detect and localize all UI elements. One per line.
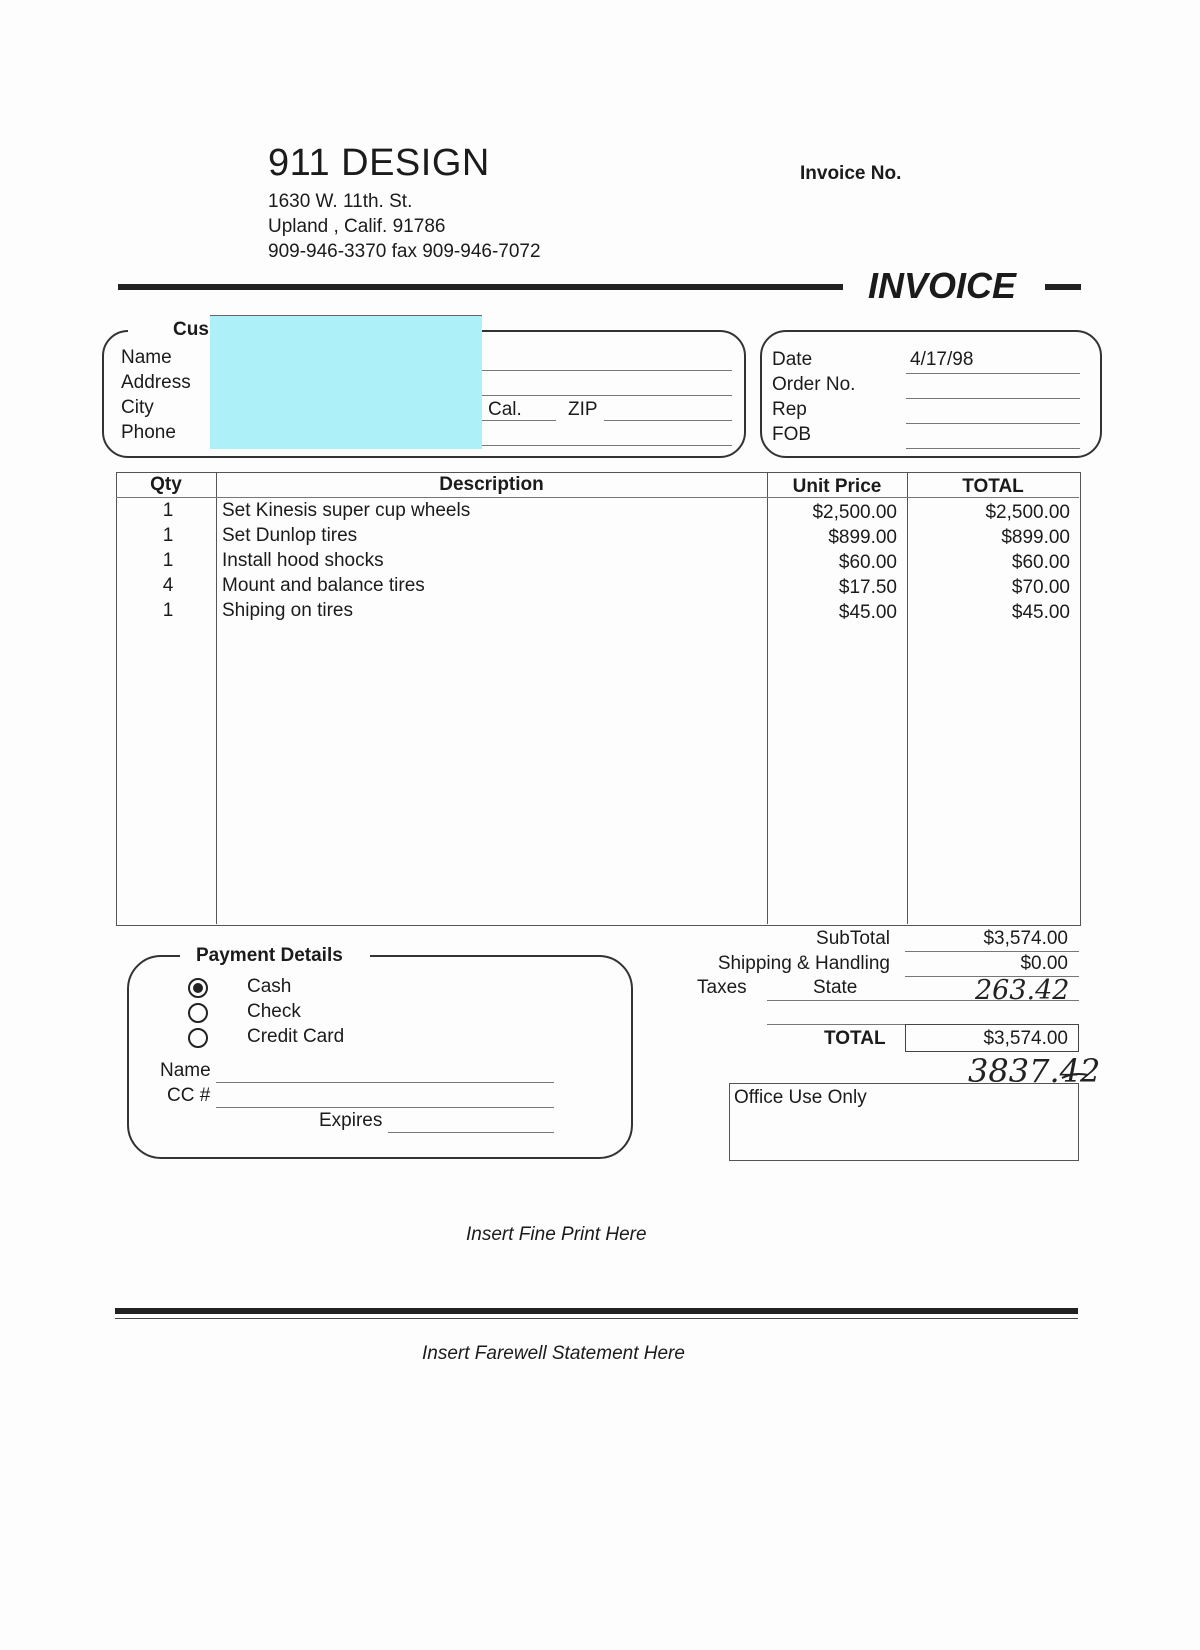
office-use-label: Office Use Only <box>734 1087 867 1108</box>
customer-zip-label: ZIP <box>568 399 598 420</box>
row-5-total: $45.00 <box>1011 602 1070 623</box>
payment-heading: Payment Details <box>196 945 343 966</box>
table-header-unit-price: Unit Price <box>792 476 882 497</box>
customer-city-label: City <box>121 397 154 418</box>
redaction-edge <box>210 315 482 316</box>
handwritten-underline-stroke <box>1060 1070 1090 1082</box>
payment-credit-card-label: Credit Card <box>247 1026 345 1047</box>
row-3-unit-price: $60.00 <box>838 552 897 573</box>
company-name: 911 DESIGN <box>268 142 490 184</box>
row-4-qty: 4 <box>162 575 174 596</box>
fine-print: Insert Fine Print Here <box>466 1224 647 1245</box>
farewell-statement: Insert Farewell Statement Here <box>422 1343 685 1364</box>
date-label: Date <box>772 349 813 370</box>
rep-line <box>906 423 1080 424</box>
footer-rule <box>115 1308 1078 1314</box>
state-rule <box>767 1000 907 1001</box>
taxes-label: Taxes <box>697 977 747 998</box>
card-name-line <box>216 1082 554 1083</box>
table-header-qty: Qty <box>150 474 182 495</box>
shipping-value: $0.00 <box>1020 953 1068 974</box>
expires-line <box>388 1132 554 1133</box>
payment-cash-label: Cash <box>247 976 292 997</box>
row-3-qty: 1 <box>162 550 174 571</box>
customer-phone-line <box>482 445 732 446</box>
table-col-divider-1 <box>216 472 217 924</box>
row-2-qty: 1 <box>162 525 174 546</box>
payment-check-label: Check <box>247 1001 301 1022</box>
subtotal-rule <box>905 951 1079 952</box>
customer-state-value: Cal. <box>488 399 522 420</box>
row-2-total: $899.00 <box>1001 527 1070 548</box>
row-2-unit-price: $899.00 <box>828 527 897 548</box>
payment-check-radio[interactable] <box>188 1003 208 1023</box>
customer-state-line <box>482 420 556 421</box>
customer-name-label: Name <box>121 347 172 368</box>
table-header-total: TOTAL <box>962 476 1024 497</box>
table-header-description: Description <box>439 474 544 495</box>
row-5-description: Shiping on tires <box>222 600 353 621</box>
header-rule-left <box>118 284 843 290</box>
subtotal-label: SubTotal <box>816 928 890 949</box>
subtotal-value: $3,574.00 <box>983 928 1068 949</box>
row-1-unit-price: $2,500.00 <box>812 502 897 523</box>
card-name-label: Name <box>160 1060 211 1081</box>
rep-label: Rep <box>772 399 807 420</box>
payment-credit-card-radio[interactable] <box>188 1028 208 1048</box>
date-line <box>906 373 1080 374</box>
customer-address-label: Address <box>121 372 191 393</box>
handwritten-grand-total: 3837.42 <box>968 1052 1101 1090</box>
row-4-description: Mount and balance tires <box>222 575 425 596</box>
total-value: $3,574.00 <box>983 1028 1068 1049</box>
state-label: State <box>813 977 858 998</box>
total-label: TOTAL <box>824 1028 886 1049</box>
row-4-total: $70.00 <box>1011 577 1070 598</box>
row-5-qty: 1 <box>162 600 174 621</box>
invoice-title: INVOICE <box>868 265 1017 306</box>
order-number-label: Order No. <box>772 374 856 395</box>
fob-line <box>906 448 1080 449</box>
row-1-qty: 1 <box>162 500 174 521</box>
customer-phone-label: Phone <box>121 422 176 443</box>
company-phones: 909-946-3370 fax 909-946-7072 <box>268 241 541 262</box>
footer-rule-thin <box>115 1318 1078 1319</box>
company-address-line1: 1630 W. 11th. St. <box>268 191 413 212</box>
customer-name-line <box>482 370 732 371</box>
row-1-description: Set Kinesis super cup wheels <box>222 500 471 521</box>
order-number-line <box>906 398 1080 399</box>
row-1-total: $2,500.00 <box>985 502 1070 523</box>
row-2-description: Set Dunlop tires <box>222 525 358 546</box>
customer-zip-line <box>604 420 732 421</box>
expires-label: Expires <box>319 1110 383 1131</box>
cc-number-line <box>216 1107 554 1108</box>
fob-label: FOB <box>772 424 812 445</box>
invoice-number-label: Invoice No. <box>800 163 902 184</box>
shipping-label: Shipping & Handling <box>717 953 890 974</box>
row-3-description: Install hood shocks <box>222 550 384 571</box>
customer-heading: Cus <box>173 319 209 340</box>
redaction-box <box>210 315 482 449</box>
row-4-unit-price: $17.50 <box>838 577 897 598</box>
cc-number-label: CC # <box>167 1085 211 1106</box>
row-3-total: $60.00 <box>1011 552 1070 573</box>
customer-address-line <box>482 395 732 396</box>
row-5-unit-price: $45.00 <box>838 602 897 623</box>
handwritten-tax: 263.42 <box>975 975 1070 1006</box>
header-rule-right <box>1045 284 1081 290</box>
payment-cash-radio[interactable] <box>188 978 208 998</box>
company-address-line2: Upland , Calif. 91786 <box>268 216 446 237</box>
date-value: 4/17/98 <box>910 349 974 370</box>
